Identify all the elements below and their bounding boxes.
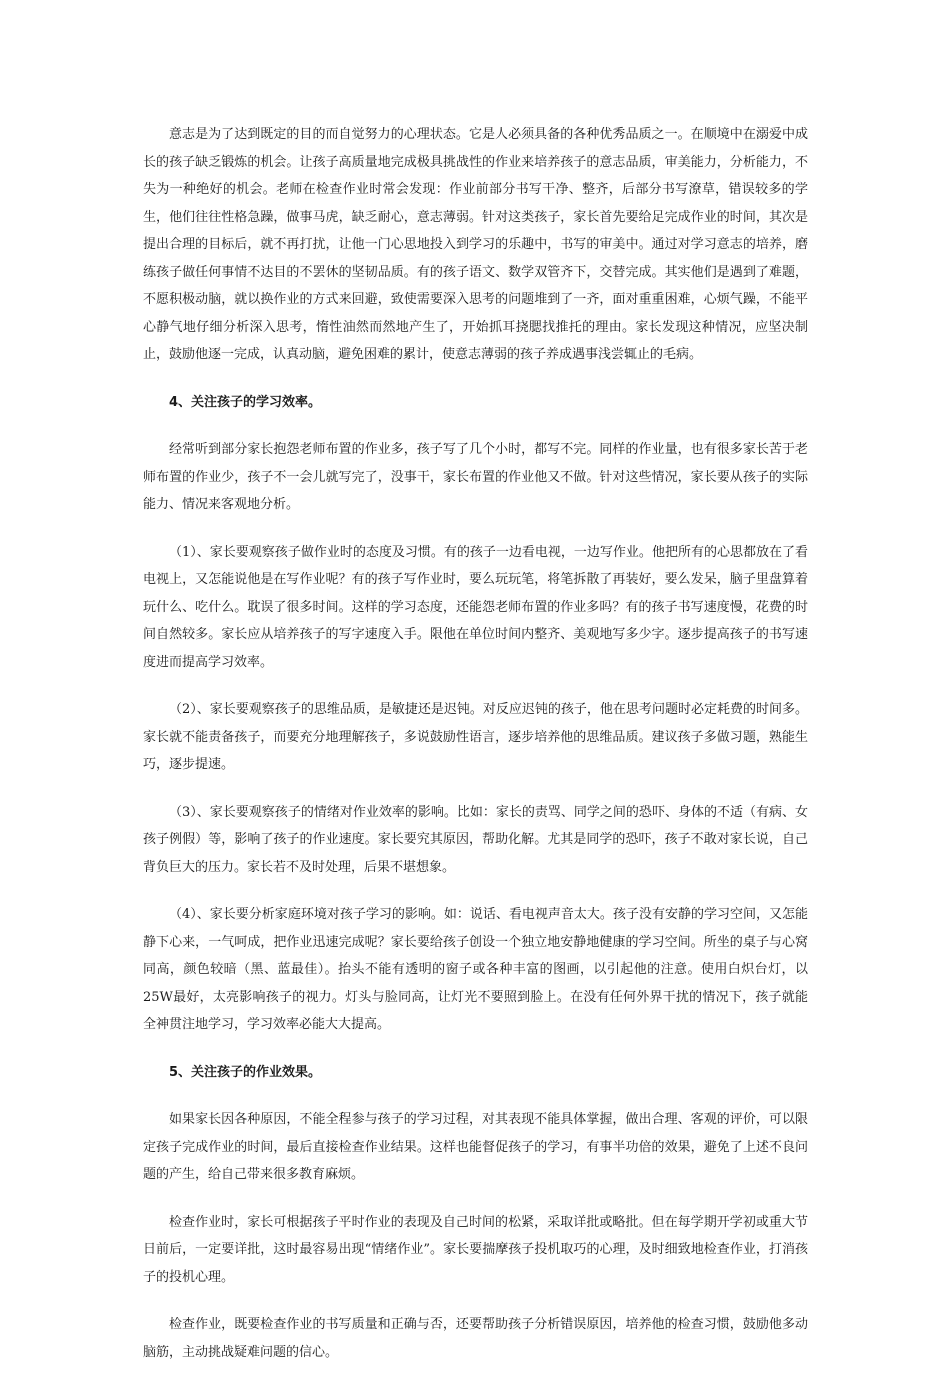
paragraph-results-intro: 如果家长因各种原因，不能全程参与孩子的学习过程，对其表现不能具体掌握，做出合理、客观的评价，可以限定孩子完成作业的时间，最后直接检查作业结果。这样也能督促孩子的学习，有事半功倍的效果，避免了上述不良问题的产生，给自己带来很多教育麻烦。 — [143, 1112, 808, 1182]
section-heading-4: 4、关注孩子的学习效率。 — [169, 394, 322, 410]
paragraph-efficiency-4: （4）、家长要分析家庭环境对孩子学习的影响。如：说话、看电视声音太大。孩子没有安静的学习空间，又怎能静下心来，一气呵成，把作业迅速完成呢？家长要给孩子创设一个独立地安静地健康的学习空间。所坐的桌子与心窝同高，颜色较暗（黑、蓝最佳）。抬头不能有透明的窗子或各种丰富的图画，以引起他的注意。使用白炽台灯，以25W最好，太亮影响孩子的视力。灯头与脸同高，让灯光不要照到脸上。在没有任何外界干扰的情况下，孩子就能全神贯注地学习，学习效率必能大大提高。 — [143, 907, 808, 1032]
section-heading-5: 5、关注孩子的作业效果。 — [169, 1064, 322, 1080]
paragraph-efficiency-intro: 经常听到部分家长抱怨老师布置的作业多，孩子写了几个小时，都写不完。同样的作业量，也有很多家长苦于老师布置的作业少，孩子不一会儿就写完了，没事干，家长布置的作业他又不做。针对这些情况，家长要从孩子的实际能力、情况来客观地分析。 — [143, 442, 808, 512]
paragraph-efficiency-3: （3）、家长要观察孩子的情绪对作业效率的影响。比如：家长的责骂、同学之间的恐吓、身体的不适（有病、女孩子例假）等，影响了孩子的作业速度。家长要究其原因，帮助化解。尤其是同学的恐吓，孩子不敢对家长说，自己背负巨大的压力。家长若不及时处理，后果不堪想象。 — [143, 804, 808, 875]
paragraph-willpower: 意志是为了达到既定的目的而自觉努力的心理状态。它是人必须具备的各种优秀品质之一。在顺境中在溺爱中成长的孩子缺乏锻炼的机会。让孩子高质量地完成极具挑战性的作业来培养孩子的意志品质，审美能力，分析能力，不失为一种绝好的机会。老师在检查作业时常会发现：作业前部分书写干净、整齐，后部分书写潦草，错误较多的学生，他们往往性格急躁，做事马虎，缺乏耐心，意志薄弱。针对这类孩子，家长首先要给足完成作业的时间，其次是提出合理的目标后，就不再打扰，让他一门心思地投入到学习的乐趣中，书写的审美中。通过对学习意志的培养，磨练孩子做任何事情不达目的不罢休的坚韧品质。有的孩子语文、数学双管齐下，交替完成。其实他们是遇到了难题，不愿积极动脑，就以换作业的方式来回避，致使需要深入思考的问题堆到了一齐，面对重重困难，心烦气躁，不能平心静气地仔细分析深入思考，惰性油然而然地产生了，开始抓耳挠腮找推托的理由。家长发现这种情况，应坚决制止，鼓励他逐一完成，认真动脑，避免困难的累计，使意志薄弱的孩子养成遇事浅尝辄止的毛病。 — [143, 127, 808, 362]
paragraph-efficiency-2: （2）、家长要观察孩子的思维品质，是敏捷还是迟钝。对反应迟钝的孩子，他在思考问题时必定耗费的时间多。家长就不能责备孩子，而要充分地理解孩子，多说鼓励性语言，逐步培养他的思维品质。建议孩子多做习题，熟能生巧，逐步提速。 — [143, 702, 808, 772]
paragraph-results-check: 检查作业时，家长可根据孩子平时作业的表现及自己时间的松紧，采取详批或略批。但在每学期开学初或重大节日前后，一定要详批，这时最容易出现“情绪作业”。家长要揣摩孩子投机取巧的心理，及时细致地检查作业，打消孩子的投机心理。 — [143, 1214, 808, 1285]
paragraph-efficiency-1: （1）、家长要观察孩子做作业时的态度及习惯。有的孩子一边看电视，一边写作业。他把所有的心思都放在了看电视上，又怎能说他是在写作业呢？有的孩子写作业时，要么玩玩笔，将笔拆散了再装好，要么发呆，脑子里盘算着玩什么、吃什么。耽误了很多时间。这样的学习态度，还能怨老师布置的作业多吗？有的孩子书写速度慢，花费的时间自然较多。家长应从培养孩子的写字速度入手。限他在单位时间内整齐、美观地写多少字。逐步提高孩子的书写速度进而提高学习效率。 — [143, 544, 808, 670]
paragraph-results-quality: 检查作业，既要检查作业的书写质量和正确与否，还要帮助孩子分析错误原因，培养他的检查习惯，鼓励他多动脑筋，主动挑战疑难问题的信心。 — [143, 1317, 808, 1360]
document-body — [143, 121, 808, 1386]
